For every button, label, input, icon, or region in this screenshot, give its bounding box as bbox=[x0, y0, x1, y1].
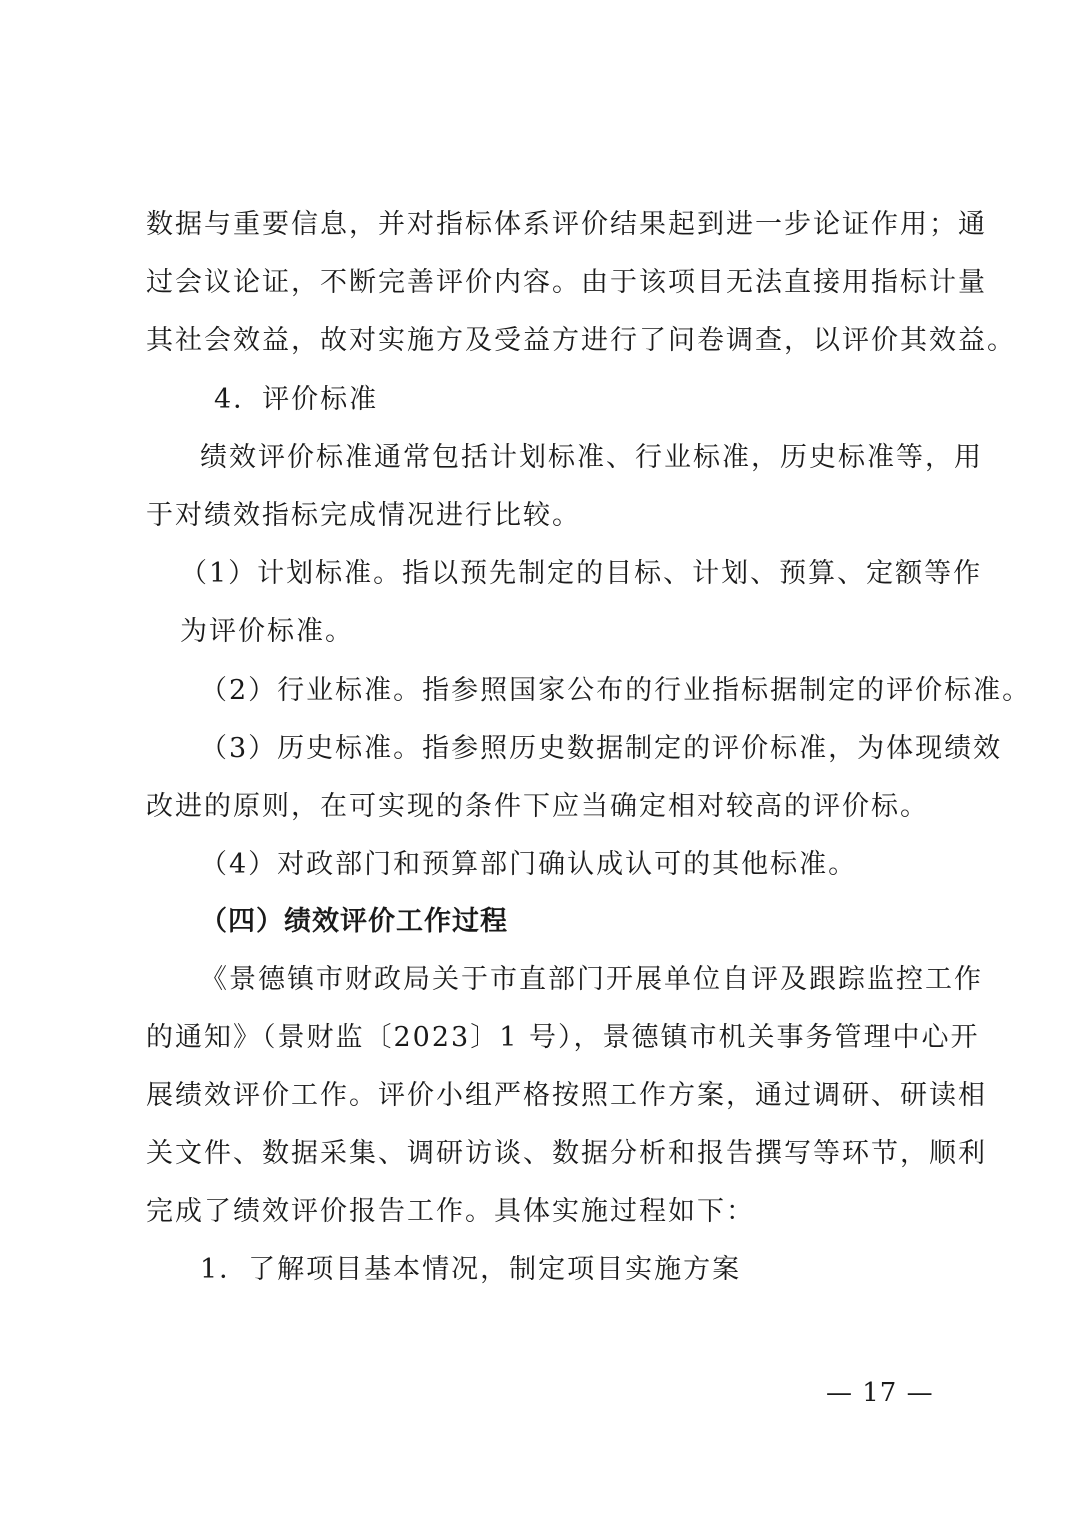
paragraph-line: 完成了绩效评价报告工作。具体实施过程如下： bbox=[146, 1196, 755, 1227]
paragraph-line: 数据与重要信息，并对指标体系评价结果起到进一步论证作用；通 bbox=[146, 209, 987, 240]
section-heading: 4．评价标准 bbox=[214, 384, 379, 415]
paragraph-line: 其社会效益，故对实施方及受益方进行了问卷调查，以评价其效益。 bbox=[146, 325, 1016, 356]
paragraph-line: 关文件、数据采集、调研访谈、数据分析和报告撰写等环节，顺利 bbox=[146, 1138, 987, 1169]
page-number: — 17 — bbox=[826, 1378, 934, 1408]
list-item: （1）计划标准。指以预先制定的目标、计划、预算、定额等作 bbox=[180, 558, 983, 589]
list-item: （4）对政部门和预算部门确认成认可的其他标准。 bbox=[200, 849, 858, 880]
list-item-continuation: 为评价标准。 bbox=[180, 616, 354, 647]
paragraph-line: 的通知》（景财监〔2023〕1 号），景德镇市机关事务管理中心开 bbox=[146, 1022, 980, 1053]
paragraph-line: 于对绩效指标完成情况进行比较。 bbox=[146, 500, 581, 531]
paragraph-line: 绩效评价标准通常包括计划标准、行业标准，历史标准等，用 bbox=[200, 442, 983, 473]
section-heading: 1．了解项目基本情况，制定项目实施方案 bbox=[200, 1254, 742, 1285]
paragraph-line: 《景德镇市财政局关于市直部门开展单位自评及跟踪监控工作 bbox=[200, 964, 983, 995]
paragraph-line: 展绩效评价工作。评价小组严格按照工作方案，通过调研、研读相 bbox=[146, 1080, 987, 1111]
list-item: （3）历史标准。指参照历史数据制定的评价标准，为体现绩效 bbox=[200, 733, 1003, 764]
paragraph-line: 过会议论证，不断完善评价内容。由于该项目无法直接用指标计量 bbox=[146, 267, 987, 298]
list-item: （2）行业标准。指参照国家公布的行业指标据制定的评价标准。 bbox=[200, 675, 1032, 706]
paragraph-line: 改进的原则，在可实现的条件下应当确定相对较高的评价标。 bbox=[146, 791, 929, 822]
subsection-heading: （四）绩效评价工作过程 bbox=[200, 906, 508, 937]
